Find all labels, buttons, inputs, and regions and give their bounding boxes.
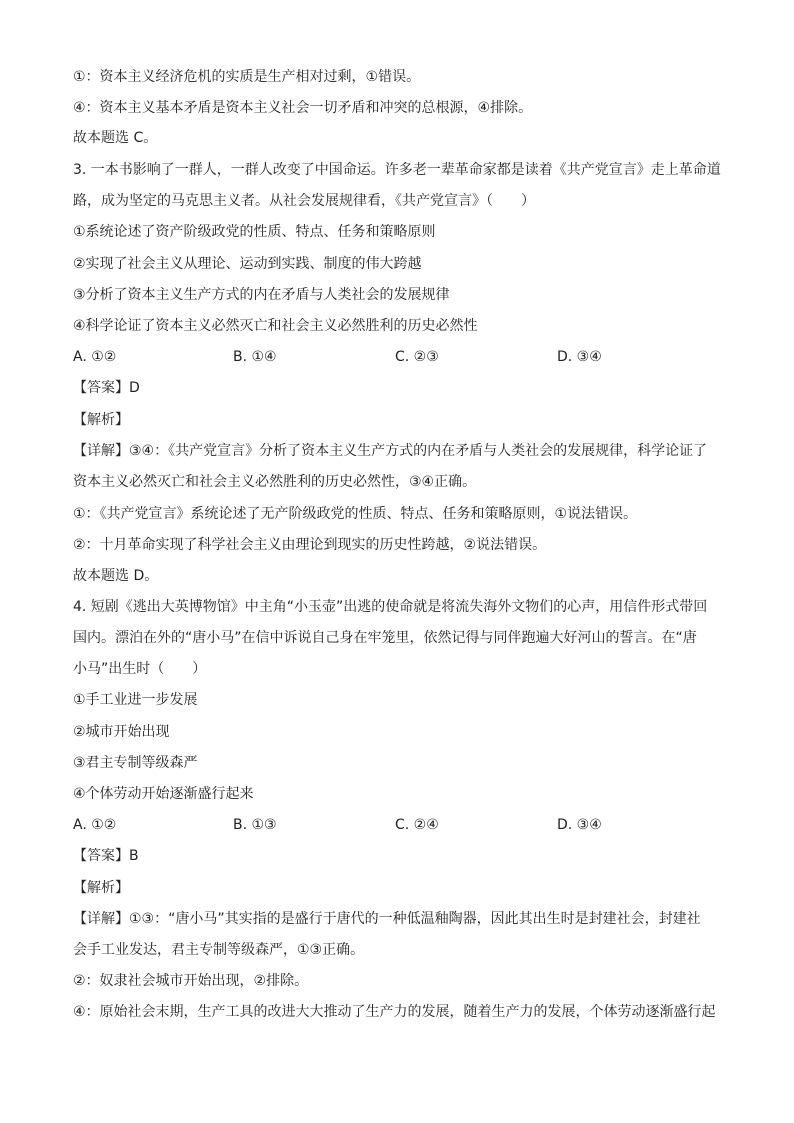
question-4-stem: 4. 短剧《逃出大英博物馆》中主角“小玉壶”出逃的使命就是将流失海外文物们的心声，用信件形式带回 — [73, 599, 708, 615]
question-3-options — [73, 347, 733, 367]
question-3-answer: 【答案】D — [73, 380, 140, 396]
option-a: A. ①② — [73, 349, 117, 365]
option-a: A. ①② — [73, 817, 117, 833]
question-4-stem: 小马”出生时（ ） — [73, 661, 207, 677]
analysis-line: ①：资本主义经济危机的实质是生产相对过剩，①错误。 — [73, 69, 421, 85]
option-b: B. ①④ — [233, 349, 277, 365]
question-4-detail: 【详解】①③：“唐小马”其实指的是盛行于唐代的一种低温釉陶器，因此其出生时是封建社会，封建社 — [73, 911, 701, 927]
question-4-detail: 会手工业发达，君主专制等级森严，①③正确。 — [73, 942, 365, 958]
question-3-item: ③分析了资本主义生产方式的内在矛盾与人类社会的发展规律 — [73, 287, 450, 303]
question-3-stem: 3. 一本书影响了一群人，一群人改变了中国命运。许多老一辈革命家都是读着《共产党宣言》走上革命道 — [73, 162, 721, 178]
question-3-conclusion: 故本题选 D。 — [73, 568, 159, 584]
question-3-item: ④科学论证了资本主义必然灭亡和社会主义必然胜利的历史必然性 — [73, 318, 478, 334]
question-4-detail: ④：原始社会末期，生产工具的改进大大推动了生产力的发展，随着生产力的发展，个体劳动逐渐盛行起 — [73, 1004, 716, 1020]
question-3-detail: ①：《共产党宣言》系统论述了无产阶级政党的性质、特点、任务和策略原则，①说法错误。 — [73, 506, 638, 522]
option-c: C. ②③ — [395, 349, 439, 365]
question-4-options — [73, 815, 733, 835]
question-3-item: ①系统论述了资产阶级政党的性质、特点、任务和策略原则 — [73, 224, 436, 240]
question-4-stem: 国内。漂泊在外的“唐小马”在信中诉说自己身在牢笼里，依然记得与同伴跑遍大好河山的誓言。在“唐 — [73, 630, 697, 646]
question-3-analysis-label: 【解析】 — [73, 412, 129, 428]
option-d: D. ③④ — [557, 349, 602, 365]
question-4-analysis-label: 【解析】 — [73, 880, 129, 896]
question-3-stem: 路，成为坚定的马克思主义者。从社会发展规律看，《共产党宣言》（ ） — [73, 193, 535, 209]
question-3-detail: ②：十月革命实现了科学社会主义由理论到现实的历史性跨越，②说法错误。 — [73, 537, 547, 553]
analysis-line: ④：资本主义基本矛盾是资本主义社会一切矛盾和冲突的总根源，④排除。 — [73, 100, 533, 116]
question-3-detail: 资本主义必然灭亡和社会主义必然胜利的历史必然性，③④正确。 — [73, 474, 477, 490]
option-c: C. ②④ — [395, 817, 439, 833]
conclusion-line: 故本题选 C。 — [73, 130, 158, 146]
question-4-detail: ②：奴隶社会城市开始出现，②排除。 — [73, 973, 309, 989]
question-3-detail: 【详解】③④：《共产党宣言》分析了资本主义生产方式的内在矛盾与人类社会的发展规律，科学论证了 — [73, 443, 708, 459]
question-4-item: ①手工业进一步发展 — [73, 692, 198, 708]
option-b: B. ①③ — [233, 817, 277, 833]
question-4-item: ③君主专制等级森严 — [73, 755, 198, 771]
question-4-answer: 【答案】B — [73, 848, 139, 864]
question-4-item: ④个体劳动开始逐渐盛行起来 — [73, 786, 254, 802]
question-4-item: ②城市开始出现 — [73, 724, 170, 740]
question-3-item: ②实现了社会主义从理论、运动到实践、制度的伟大跨越 — [73, 256, 422, 272]
option-d: D. ③④ — [557, 817, 602, 833]
